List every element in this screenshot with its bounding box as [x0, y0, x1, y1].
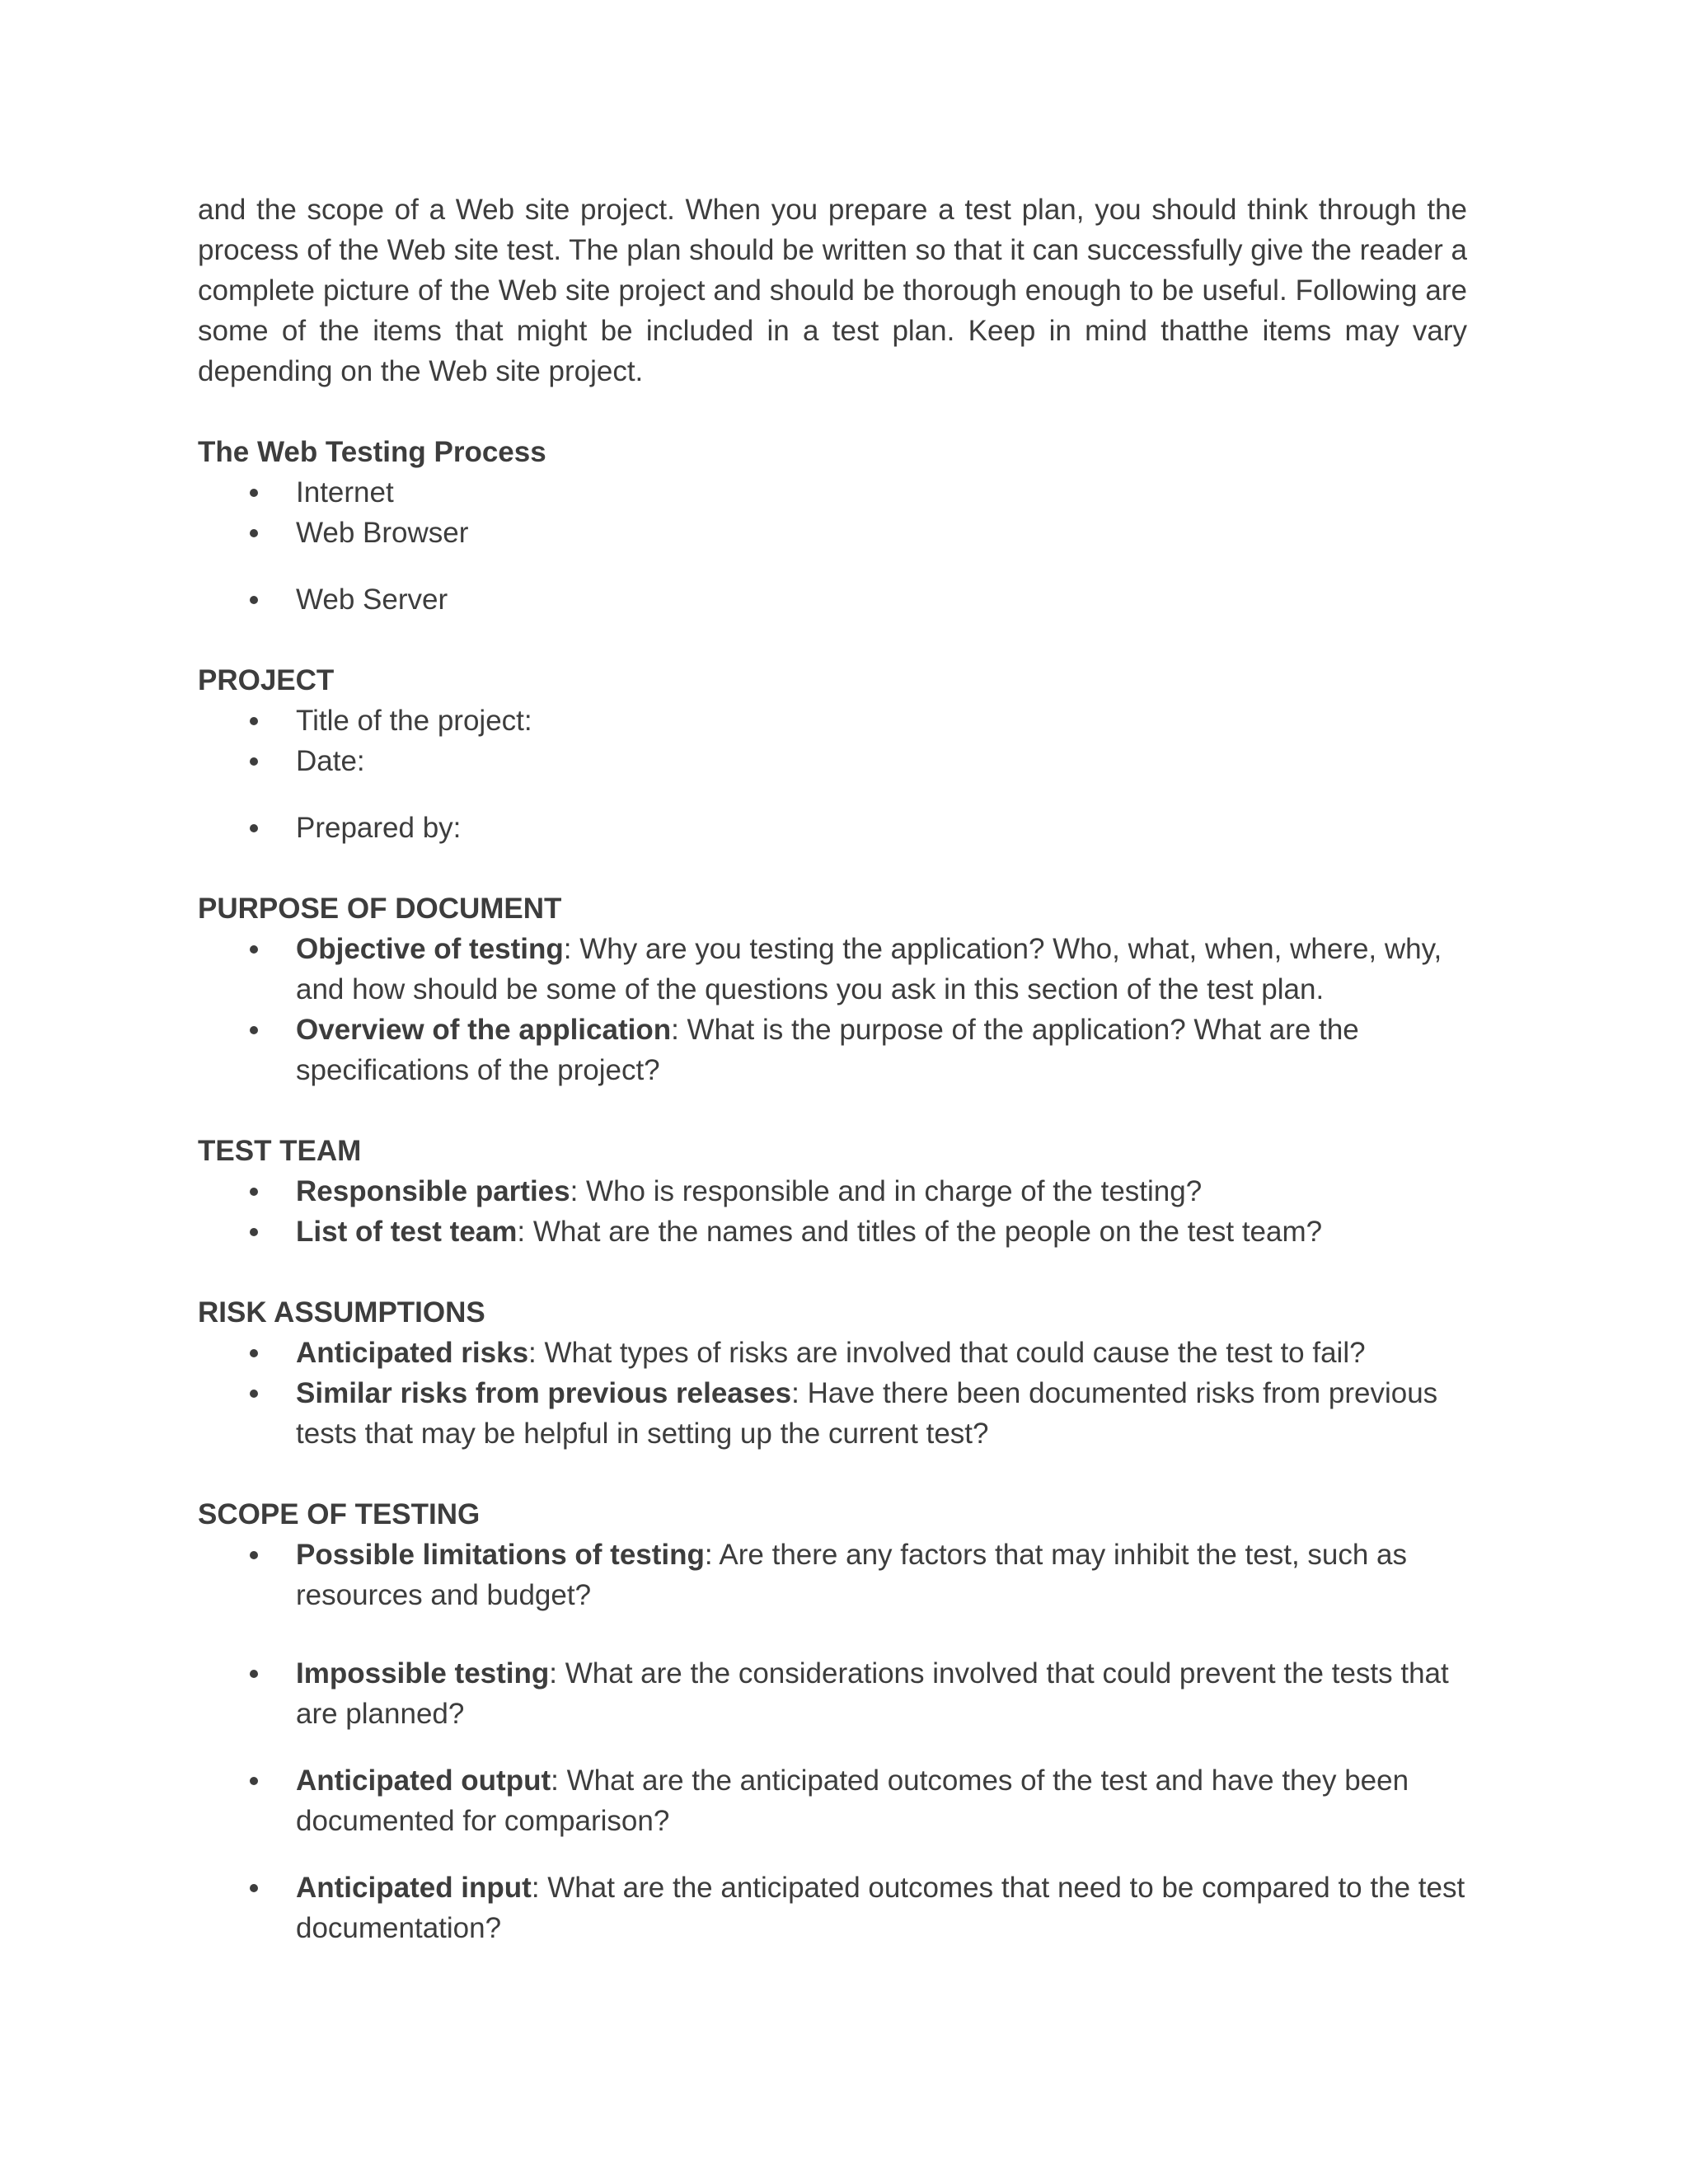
section-heading: TEST TEAM — [198, 1135, 362, 1167]
list-item — [198, 1373, 1467, 1454]
item-term: List of test team — [296, 1216, 518, 1248]
list-item — [198, 929, 1467, 1010]
list-item — [198, 1212, 1467, 1252]
bullet-list — [198, 1535, 1467, 1948]
document-page — [198, 190, 1467, 1948]
list-item: Prepared by: — [198, 808, 1467, 848]
bullet-list — [198, 472, 1467, 620]
item-term: Anticipated input — [296, 1872, 532, 1904]
intro-paragraph: and the scope of a Web site project. When you prepare a test plan, you should think through the process of the Web site test. The plan should be written so that it can successfully give the reader a complete picture of the Web site project and should be thorough enough to be useful. Following are some of the items that might be included in a test plan. Keep in mind thatthe items may vary depending on the Web site project. — [198, 194, 1467, 387]
item-text: : Who is responsible and in charge of the testing? — [570, 1175, 1203, 1207]
item-text: : Have there been documented risks from previous tests that may be helpful in setting up the current test? — [296, 1377, 1438, 1450]
item-term: Responsible parties — [296, 1175, 570, 1207]
list-item — [198, 1868, 1467, 1948]
item-term: Anticipated risks — [296, 1337, 529, 1369]
item-text: : Are there any factors that may inhibit the test, such as resources and budget? — [296, 1539, 1408, 1611]
item-term: Similar risks from previous releases — [296, 1377, 792, 1409]
list-item: Web Server — [198, 579, 1467, 620]
list-item — [198, 1535, 1467, 1615]
list-item: Internet — [198, 472, 1467, 513]
bullet-list — [198, 701, 1467, 848]
item-text: : What types of risks are involved that could cause the test to fail? — [528, 1337, 1366, 1369]
list-item — [198, 1171, 1467, 1212]
item-text: : What is the purpose of the application? What are the specifications of the project? — [296, 1014, 1359, 1086]
section-purpose-of-document — [198, 888, 1467, 1090]
item-text: : What are the names and titles of the people on the test team? — [517, 1216, 1323, 1248]
item-term: Objective of testing — [296, 933, 564, 965]
item-term: Possible limitations of testing — [296, 1539, 705, 1571]
list-item — [198, 1010, 1467, 1090]
item-text: : Why are you testing the application? Who, what, when, where, why, and how should be some of the questions you ask in this section of the test plan. — [296, 933, 1442, 1005]
bullet-list — [198, 1333, 1467, 1454]
bullet-list — [198, 1171, 1467, 1252]
list-item: Title of the project: — [198, 701, 1467, 741]
section-heading: PROJECT — [198, 664, 335, 696]
section-scope-of-testing — [198, 1494, 1467, 1948]
list-item — [198, 1760, 1467, 1841]
section-risk-assumptions — [198, 1292, 1467, 1454]
section-test-team — [198, 1131, 1467, 1252]
section-project — [198, 660, 1467, 848]
section-heading: PURPOSE OF DOCUMENT — [198, 893, 562, 925]
item-text: : What are the anticipated outcomes of the test and have they been documented for comparison? — [296, 1765, 1409, 1837]
section-heading: SCOPE OF TESTING — [198, 1498, 481, 1530]
item-text: : What are the considerations involved that could prevent the tests that are planned? — [296, 1657, 1449, 1730]
list-item: Date: — [198, 741, 1467, 781]
item-text: : What are the anticipated outcomes that need to be compared to the test documentation? — [296, 1872, 1465, 1944]
list-item — [198, 1653, 1467, 1734]
list-item — [198, 1333, 1467, 1373]
section-web-testing-process — [198, 432, 1467, 620]
bullet-list — [198, 929, 1467, 1090]
item-term: Impossible testing — [296, 1657, 550, 1690]
list-item: Web Browser — [198, 513, 1467, 553]
section-heading: RISK ASSUMPTIONS — [198, 1296, 485, 1329]
section-heading: The Web Testing Process — [198, 436, 546, 468]
item-term: Overview of the application — [296, 1014, 672, 1046]
item-term: Anticipated output — [296, 1765, 551, 1797]
